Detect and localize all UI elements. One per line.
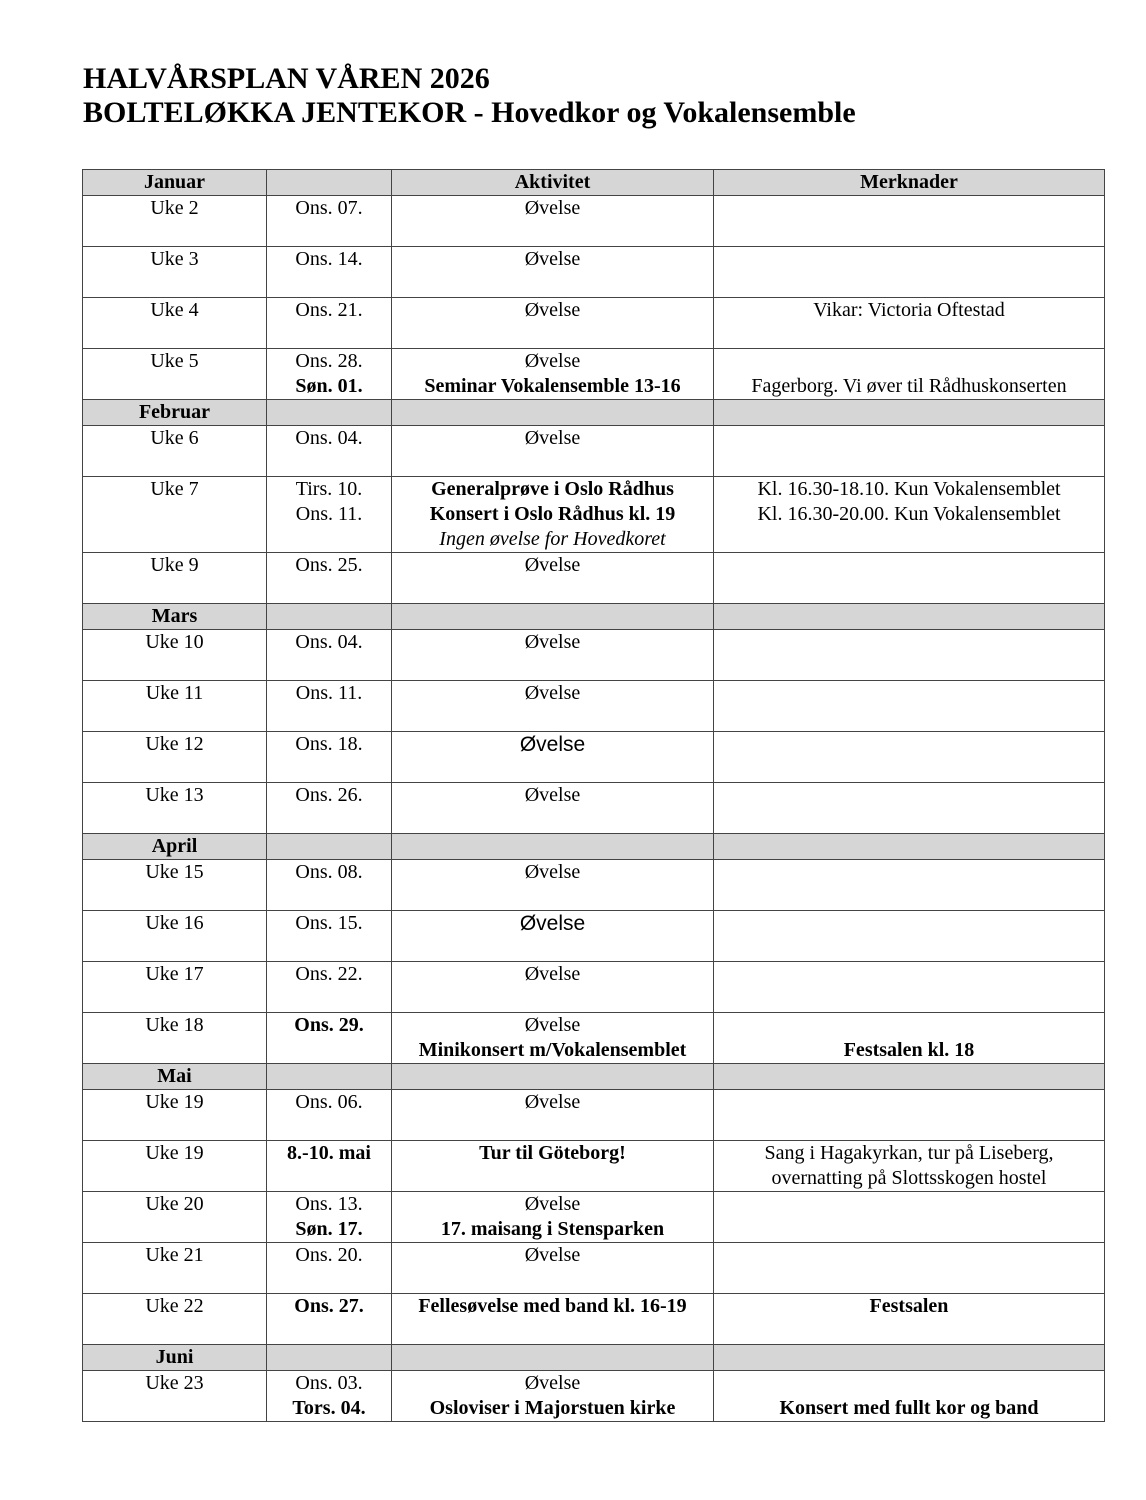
activity-cell: Øvelse [392, 196, 714, 247]
date-cell: Ons. 14. [267, 247, 392, 298]
week-cell: Uke 20 [83, 1192, 267, 1243]
activity-cell: Øvelse [392, 630, 714, 681]
table-row [83, 1243, 1105, 1294]
schedule-table [82, 169, 1105, 1422]
remark-cell [714, 553, 1105, 604]
table-row [83, 962, 1105, 1013]
date-cell: Tirs. 10. Ons. 11. [267, 477, 392, 553]
week-cell: Uke 17 [83, 962, 267, 1013]
title-line-2: BOLTELØKKA JENTEKOR - Hovedkor og Vokalensemble [83, 96, 856, 129]
week-cell: Uke 21 [83, 1243, 267, 1294]
header-month-januar: Januar [83, 170, 267, 196]
remark-cell [714, 1192, 1105, 1243]
table-row [83, 196, 1105, 247]
table-header-row [83, 170, 1105, 196]
date-cell: Ons. 27. [267, 1294, 392, 1345]
activity-cell: Øvelse [392, 911, 714, 962]
date-cell: Ons. 21. [267, 298, 392, 349]
activity-cell: Øvelse [392, 1090, 714, 1141]
week-cell: Uke 19 [83, 1141, 267, 1192]
table-row [83, 553, 1105, 604]
date-cell: Ons. 11. [267, 681, 392, 732]
table-row [83, 298, 1105, 349]
date-cell: Ons. 06. [267, 1090, 392, 1141]
week-cell: Uke 7 [83, 477, 267, 553]
date-cell: Ons. 07. [267, 196, 392, 247]
activity-cell: Øvelse [392, 553, 714, 604]
date-cell: Ons. 08. [267, 860, 392, 911]
remark-cell [714, 783, 1105, 834]
remark-cell: Vikar: Victoria Oftestad [714, 298, 1105, 349]
table-row [83, 1013, 1105, 1064]
remark-cell [714, 732, 1105, 783]
month-row-juni [83, 1345, 1105, 1371]
remark-cell: Konsert med fullt kor og band [714, 1371, 1105, 1422]
table-row [83, 860, 1105, 911]
date-cell: Ons. 29. [267, 1013, 392, 1064]
remark-cell: Kl. 16.30-18.10. Kun Vokalensemblet Kl. 16.30-20.00. Kun Vokalensemblet [714, 477, 1105, 553]
remark-cell [714, 911, 1105, 962]
remark-cell: Festsalen kl. 18 [714, 1013, 1105, 1064]
month-label: Mars [83, 604, 267, 630]
date-cell: Ons. 18. [267, 732, 392, 783]
header-date [267, 170, 392, 196]
week-cell: Uke 16 [83, 911, 267, 962]
remark-cell: Festsalen [714, 1294, 1105, 1345]
month-label: Februar [83, 400, 267, 426]
month-label: Juni [83, 1345, 267, 1371]
activity-cell: Øvelse Osloviser i Majorstuen kirke [392, 1371, 714, 1422]
remark-cell [714, 196, 1105, 247]
activity-cell: Øvelse [392, 860, 714, 911]
activity-cell: Øvelse [392, 962, 714, 1013]
activity-cell: Øvelse [392, 783, 714, 834]
activity-cell: Øvelse Seminar Vokalensemble 13-16 [392, 349, 714, 400]
activity-cell: Tur til Göteborg! [392, 1141, 714, 1192]
table-row [83, 1141, 1105, 1192]
week-cell: Uke 12 [83, 732, 267, 783]
week-cell: Uke 6 [83, 426, 267, 477]
week-cell: Uke 13 [83, 783, 267, 834]
month-row-mai [83, 1064, 1105, 1090]
date-cell: Ons. 20. [267, 1243, 392, 1294]
table-row [83, 630, 1105, 681]
activity-cell: Øvelse [392, 681, 714, 732]
remark-cell [714, 1243, 1105, 1294]
date-cell: Ons. 04. [267, 630, 392, 681]
week-cell: Uke 15 [83, 860, 267, 911]
week-cell: Uke 4 [83, 298, 267, 349]
document-title [83, 62, 856, 130]
week-cell: Uke 5 [83, 349, 267, 400]
activity-cell: Øvelse [392, 1243, 714, 1294]
activity-cell: Øvelse [392, 298, 714, 349]
remark-cell [714, 860, 1105, 911]
date-cell: Ons. 04. [267, 426, 392, 477]
date-cell: Ons. 26. [267, 783, 392, 834]
activity-cell: Fellesøvelse med band kl. 16-19 [392, 1294, 714, 1345]
activity-cell: Øvelse 17. maisang i Stensparken [392, 1192, 714, 1243]
date-cell: Ons. 25. [267, 553, 392, 604]
week-cell: Uke 3 [83, 247, 267, 298]
remark-cell [714, 962, 1105, 1013]
remark-cell: Sang i Hagakyrkan, tur på Liseberg, overnatting på Slottsskogen hostel [714, 1141, 1105, 1192]
table-row [83, 1090, 1105, 1141]
month-row-februar [83, 400, 1105, 426]
remark-cell [714, 630, 1105, 681]
month-label: Mai [83, 1064, 267, 1090]
week-cell: Uke 9 [83, 553, 267, 604]
activity-cell: Øvelse [392, 247, 714, 298]
remark-cell [714, 426, 1105, 477]
table-row [83, 247, 1105, 298]
month-row-april [83, 834, 1105, 860]
table-row [83, 477, 1105, 553]
remark-cell [714, 247, 1105, 298]
table-row [83, 681, 1105, 732]
table-row [83, 732, 1105, 783]
date-cell: Ons. 22. [267, 962, 392, 1013]
date-cell: Ons. 13. Søn. 17. [267, 1192, 392, 1243]
table-row [83, 783, 1105, 834]
date-cell: Ons. 15. [267, 911, 392, 962]
table-row [83, 349, 1105, 400]
title-line-1: HALVÅRSPLAN VÅREN 2026 [83, 62, 490, 95]
header-merknader: Merknader [714, 170, 1105, 196]
date-cell: Ons. 28. Søn. 01. [267, 349, 392, 400]
table-row [83, 1192, 1105, 1243]
week-cell: Uke 2 [83, 196, 267, 247]
activity-cell: Øvelse [392, 732, 714, 783]
remark-cell: Fagerborg. Vi øver til Rådhuskonserten [714, 349, 1105, 400]
activity-cell: Generalprøve i Oslo Rådhus Konsert i Oslo Rådhus kl. 19 Ingen øvelse for Hovedkoret [392, 477, 714, 553]
week-cell: Uke 22 [83, 1294, 267, 1345]
remark-cell [714, 1090, 1105, 1141]
week-cell: Uke 23 [83, 1371, 267, 1422]
month-label: April [83, 834, 267, 860]
week-cell: Uke 11 [83, 681, 267, 732]
table-row [83, 1371, 1105, 1422]
date-cell: 8.-10. mai [267, 1141, 392, 1192]
table-row [83, 426, 1105, 477]
week-cell: Uke 18 [83, 1013, 267, 1064]
table-row [83, 911, 1105, 962]
month-row-mars [83, 604, 1105, 630]
activity-cell: Øvelse Minikonsert m/Vokalensemblet [392, 1013, 714, 1064]
date-cell: Ons. 03. Tors. 04. [267, 1371, 392, 1422]
activity-cell: Øvelse [392, 426, 714, 477]
header-aktivitet: Aktivitet [392, 170, 714, 196]
week-cell: Uke 10 [83, 630, 267, 681]
week-cell: Uke 19 [83, 1090, 267, 1141]
remark-cell [714, 681, 1105, 732]
table-row [83, 1294, 1105, 1345]
